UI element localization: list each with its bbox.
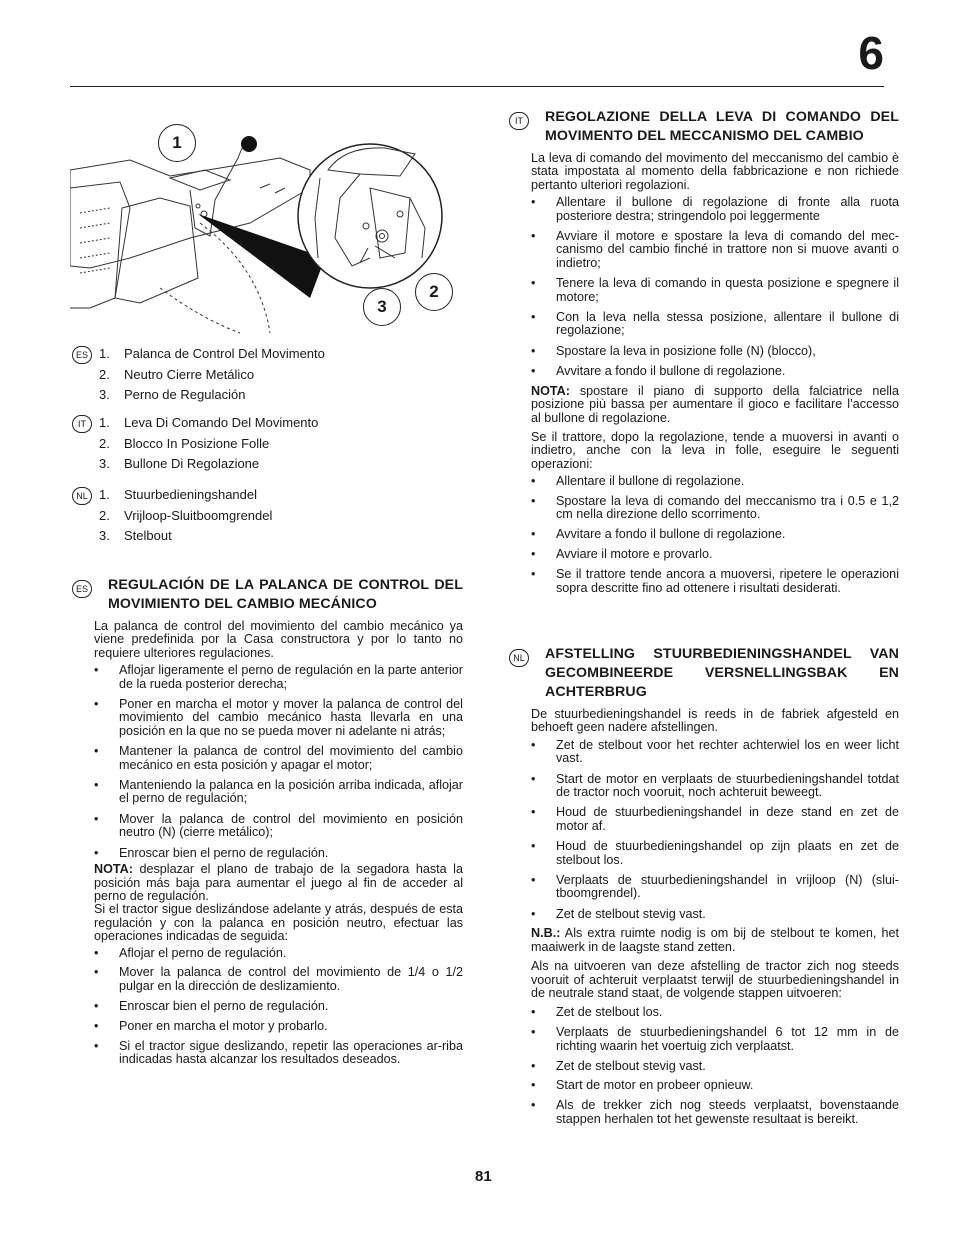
list-item: • Houd de stuurbedieningshandel in deze stand en zet de motor af. — [531, 805, 899, 833]
list-item: • Avvitare a fondo il bullone di regolazione. — [531, 527, 786, 542]
legend-item: 1. Stuurbedieningshandel — [99, 487, 257, 502]
legend-item: 1. Leva Di Comando Del Movimento — [99, 415, 319, 430]
legend-item: 3. Stelbout — [99, 528, 172, 543]
list-item: • Spostare la leva in posizione folle (N) (blocco), — [531, 343, 816, 358]
list-item: • Zet de stelbout stevig vast. — [531, 906, 706, 921]
followup-paragraph: Si el tractor sigue deslizándose adelante y atrás, después de esta regulación y con la palanca en posición neutro, efectuar las operaciones indicadas de seguida: — [94, 902, 463, 944]
callout-3: 3 — [363, 288, 401, 326]
legend-nl — [70, 485, 463, 547]
list-item: • Avviare il motore e provarlo. — [531, 547, 713, 562]
list-item: • Zet de stelbout voor het rechter achterwiel los en weer licht vast. — [531, 737, 899, 766]
callout-1: 1 — [158, 124, 196, 162]
list-item: • Verplaats de stuurbedieningshandel 6 tot 12 mm in de richting waarin het voertuig zich verplaatst. — [531, 1025, 899, 1053]
followup-paragraph: Als na uitvoeren van deze afstelling de tractor zich nog steeds vooruit of achteruit verplaatst terwijl de stuurbedieningshandel in de neutrale stand staat, de volgende stappen uitvoeren: — [531, 959, 899, 1000]
legend-es — [70, 344, 463, 406]
list-item: • Mover la palanca de control del movimiento de 1/4 o 1/2 pulgar en la dirección de deslizamiento. — [94, 965, 463, 993]
legend-item: 3. Perno de Regulación — [99, 387, 246, 402]
list-item: • Con la leva nella stessa posizione, allentare il bullone di regolazione; — [531, 310, 899, 338]
list-item: • Avviare il motore e spostare la leva di comando del mec-canismo del cambio finché in trattore non si muove avanti o indietro; — [531, 229, 899, 270]
list-item: • Enroscar bien el perno de regulación. — [94, 998, 329, 1013]
legend-item: 2. Vrijloop-Sluitboomgrendel — [99, 507, 273, 523]
lang-badge-nl: NL — [72, 487, 92, 505]
note-paragraph: NOTA: desplazar el plano de trabajo de la segadora hasta la posición más baja para aumentar el juego al fin de acceder al perno de regulación. — [94, 862, 463, 903]
chapter-number: 6 — [858, 27, 884, 79]
section-it — [507, 108, 899, 601]
list-item: • Poner en marcha el motor y probarlo. — [94, 1018, 328, 1033]
steps-list-2 — [531, 475, 899, 595]
lang-badge-es: ES — [72, 580, 92, 598]
intro-paragraph: La leva di comando del movimento del meccanismo del cambio è stata impostata al momento della fabbricazione e non richiede pertanto ulteriori regolazioni. — [531, 151, 899, 192]
list-item: • Spostare la leva di comando del meccanismo tra i 0.5 e 1,2 cm nella direzione dello scorrimento. — [531, 494, 899, 522]
list-item: • Houd de stuurbedieningshandel op zijn plaats en zet de stelbout los. — [531, 839, 899, 867]
list-item: • Aflojar el perno de regulación. — [94, 945, 287, 960]
lang-badge-es: ES — [72, 346, 92, 364]
tractor-lever-illustration — [70, 118, 463, 338]
list-item: • Enroscar bien el perno de regulación. — [94, 845, 329, 860]
tractor-lever-drawing — [70, 118, 463, 338]
list-item: • Verplaats de stuurbedieningshandel in vrijloop (N) (slui-tboomgrendel). — [531, 873, 899, 901]
list-item: • Start de motor en verplaats de stuurbedieningshandel totdat de tractor noch vooruit, noch achteruit beweegt. — [531, 771, 899, 800]
lang-badge-it: IT — [72, 415, 92, 433]
list-item: • Zet de stelbout stevig vast. — [531, 1058, 706, 1073]
page-number: 81 — [475, 1168, 492, 1185]
list-item: • Avvitare a fondo il bullone di regolazione. — [531, 364, 786, 379]
list-item: • Allentare il bullone di regolazione di fronte alla ruota posteriore destra; stringendolo poi leggermente — [531, 195, 899, 223]
section-title: REGOLAZIONE DELLA LEVA DI COMANDO DEL MOVIMENTO DEL MECCANISMO DEL CAMBIO — [545, 109, 899, 144]
list-item: • Start de motor en probeer opnieuw. — [531, 1078, 754, 1093]
list-item: • Als de trekker zich nog steeds verplaatst, bovenstaande stappen herhalen tot het gewenste resultaat is bereikt. — [531, 1098, 899, 1126]
list-item: • Tenere la leva di comando in questa posizione e spegnere il motore; — [531, 276, 899, 304]
legend-it — [70, 413, 463, 475]
list-item: • Manteniendo la palanca en la posición arriba indicada, aflojar el perno de regulación; — [94, 778, 463, 806]
list-item: • Se il trattore tende ancora a muoversi, ripetere le operazioni sopra descritte fino ad ottenere i risultati desiderati. — [531, 567, 899, 595]
intro-paragraph: De stuurbedieningshandel is reeds in de fabriek afgesteld en behoeft geen nadere afstellingen. — [531, 707, 899, 735]
list-item: • Mover la palanca de control del movimiento en posición neutro (N) (cierre metálico); — [94, 811, 463, 840]
steps-list — [94, 664, 463, 860]
steps-list-2 — [94, 947, 463, 1067]
steps-list — [531, 196, 899, 378]
list-item: • Poner en marcha el motor y mover la palanca de control del movimiento del cambio mecánico hasta llevarla en una posición en la que no se pueda mover ni adelante ni atrás; — [94, 697, 463, 738]
section-title: REGULACIÓN DE LA PALANCA DE CONTROL DEL MOVIMIENTO DEL CAMBIO MECÁNICO — [108, 577, 463, 612]
list-item: • Allentare il bullone di regolazione. — [531, 474, 745, 489]
note-paragraph: N.B.: Als extra ruimte nodig is om bij de stelbout te komen, het maaiwerk in de laagste stand zetten. — [531, 926, 899, 954]
legend-item: 1. Palanca de Control Del Movimento — [99, 346, 325, 361]
section-es — [70, 576, 463, 1073]
list-item: • Zet de stelbout los. — [531, 1005, 663, 1020]
list-item: • Aflojar ligeramente el perno de regulación en la parte anterior de la rueda posterior derecha; — [94, 663, 463, 691]
callout-2: 2 — [415, 273, 453, 311]
note-paragraph: NOTA: spostare il piano di supporto della falciatrice nella posizione più bassa per aumentare il gioco e facilitare l’accesso al bullone di regolazione. — [531, 383, 899, 425]
steps-list-2 — [531, 1006, 899, 1126]
header-rule — [70, 86, 884, 87]
followup-paragraph: Se il trattore, dopo la regolazione, tende a muoversi in avanti o indietro, anche con la leva in folle, eseguire le seguenti operazioni: — [531, 429, 899, 471]
legend-item: 2. Neutro Cierre Metálico — [99, 366, 255, 382]
legend-item: 3. Bullone Di Regolazione — [99, 456, 260, 471]
section-title: AFSTELLING STUURBEDIENINGSHANDEL VAN GECOMBINEERDE VERSNELLINGSBAK EN ACHTERBRUG — [545, 646, 899, 700]
list-item: • Si el tractor sigue deslizando, repetir las operaciones ar-riba indicadas hasta alcanzar los resultados deseados. — [94, 1038, 463, 1066]
legend-item: 2. Blocco In Posizione Folle — [99, 435, 270, 451]
intro-paragraph: La palanca de control del movimiento del cambio mecánico ya viene predefinida por la Casa constructora y por lo tanto no requiere ulteriores regulaciones. — [94, 619, 463, 660]
lang-badge-nl: NL — [509, 649, 529, 667]
lang-badge-it: IT — [509, 112, 529, 130]
list-item: • Mantener la palanca de control del movimiento del cambio mecánico en esta posición y apagar el motor; — [94, 744, 463, 772]
steps-list — [531, 739, 899, 921]
section-nl — [507, 645, 899, 1133]
